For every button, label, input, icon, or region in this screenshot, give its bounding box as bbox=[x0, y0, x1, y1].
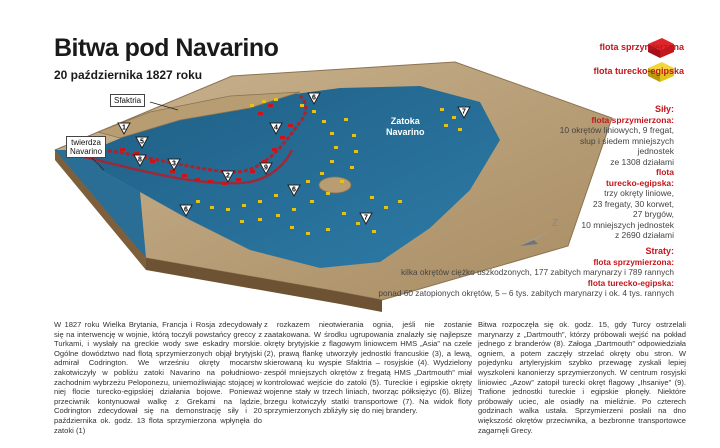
losses-turkish-text: ponad 60 zatopionych okrętów, 5 – 6 tys. zabitych marynarzy i ok. 4 tys. rannych bbox=[378, 288, 674, 298]
forces-panel bbox=[524, 104, 674, 241]
forces-turkish-line-3: 27 brygów, bbox=[632, 209, 674, 219]
text-column-2: z rozkazem nieotwierania ognia, jeśli nie zostanie zaatakowana. W środku ugrupowania znalazły się najlepsze okręty brytyjskie z flagowym liniowcem HMS „Asia” na czele (2), prawą flankę utworzyły jednostki francuskie (3), a lewą, skierowaną ku wyspie Sfaktria – rosyjskie (4). Wydzielony zespół mniejszych okrętów z fregatą HMS „Dartmouth” miał kontrolować wejście do zatoki (5). Tureckie i egipskie okręty wojenne stały w trzech liniach, tworząc półksiężyc (6). Bliżej brzegu kotwiczyły statki transportowe (7). Na widok floty sprzymierzonych zbliżyły się do niej brandery. bbox=[264, 320, 472, 416]
page-subtitle: 20 października 1827 roku bbox=[54, 68, 203, 82]
forces-heading: Siły: bbox=[654, 104, 674, 114]
twierdza-line1: twierdza bbox=[71, 138, 101, 147]
forces-turkish-line-1: trzy okręty liniowe, bbox=[604, 188, 674, 198]
twierdza-label bbox=[66, 136, 106, 158]
losses-turkish-label: flota turecko-egipska: bbox=[587, 277, 674, 288]
forces-turkish-line-2: 23 fregaty, 30 korwet, bbox=[592, 198, 674, 209]
legend-allied-label: flota sprzymierzona bbox=[599, 42, 684, 52]
forces-turkish-label-2: turecko-egipska: bbox=[605, 177, 674, 188]
svg-text:5: 5 bbox=[140, 138, 144, 146]
forces-allied-line-2: slup i siedem mniejszych bbox=[579, 135, 674, 146]
bay-line2: Navarino bbox=[386, 127, 425, 137]
losses-heading: Straty: bbox=[645, 246, 674, 256]
twierdza-line2: Navarino bbox=[70, 147, 103, 156]
forces-turkish-line-5: z 2690 działami bbox=[614, 230, 674, 240]
text-column-1: W 1827 roku Wielka Brytania, Francja i Rosja zdecydowały się na interwencję w wojnie, którą toczyli powstańcy greccy z Turkami, i wysłały na greckie wody swe eskadry morskie. Ogólne dowództwo nad flotą sprzymierzonych objął brytyjski admirał Codrington. We wrześniu okręty mocarstw zakotwiczyły w pobliżu zatoki Navarino na południowo-zachodnim wybrzeżu Peloponezu, uniemożliwiając stojącej w niej flocie turecko-egipskiej działania bojowe. Ponieważ przeciwnik kontynuował walkę z Grekami na lądzie, Codrington zdecydował się na demonstrację siły i 20 października ok. godz. 13 flota sprzymierzona wpłynęła do zatoki (1) bbox=[54, 320, 262, 435]
bay-label bbox=[386, 116, 425, 138]
forces-turkish-line-4: 10 mniejszych jednostek bbox=[581, 219, 674, 230]
forces-allied-line-3: jednostek bbox=[637, 146, 674, 156]
forces-allied-line-4: ze 1308 działami bbox=[610, 156, 674, 167]
svg-text:6: 6 bbox=[292, 186, 296, 194]
forces-turkish-label-1: flota bbox=[656, 167, 674, 177]
legend-turkish-label: flota turecko-egipska bbox=[593, 66, 684, 76]
sfaktiria-label: Sfaktria bbox=[110, 94, 145, 107]
svg-text:3: 3 bbox=[172, 160, 176, 168]
svg-text:6: 6 bbox=[184, 206, 188, 214]
losses-panel bbox=[344, 246, 674, 299]
forces-allied-label: flota sprzymierzona: bbox=[591, 114, 674, 125]
svg-text:2: 2 bbox=[226, 172, 230, 180]
svg-text:6: 6 bbox=[312, 94, 316, 102]
svg-text:8: 8 bbox=[138, 156, 142, 164]
svg-text:Z: Z bbox=[552, 218, 559, 229]
bay-line1: Zatoka bbox=[390, 116, 420, 126]
forces-allied-line-1: 10 okrętów liniowych, 9 fregat, bbox=[559, 125, 674, 135]
page-title: Bitwa pod Navarino bbox=[54, 34, 279, 62]
svg-text:4: 4 bbox=[274, 124, 278, 132]
text-column-3: Bitwa rozpoczęła się ok. godz. 15, gdy Turcy ostrzelali marynarzy z „Dartmouth”, którzy próbowali wejść na pokład jednego z branderów (8). Załoga „Dartmouth” odpowiedziała ogniem, a potem zaczęły strzelać okręty obu stron. W pojedynku artyleryjskim szybko przewagę zyskali lepiej wyszkoleni kanonierzy sprzymierzonych. W centrum rosyjski liniowiec „Azow” zatopił turecki okręt flagowy „Ihsaniye” (9). Trafione jednostki tureckie i egipskie płonęły. Niektóre próbowały uciec, ale osiadły na mieliźnie. Po czterech godzinach walka ustała. Sprzymierzeni posłali na dno większość okrętów przeciwnika, a bezbronne transportowce zagarnęli Grecy. bbox=[478, 320, 686, 435]
losses-allied-text: kilka okrętów ciężko uszkodzonych, 177 zabitych marynarzy i 789 rannych bbox=[400, 267, 674, 277]
losses-allied-label: flota sprzymierzona: bbox=[593, 256, 674, 267]
svg-text:7: 7 bbox=[364, 214, 368, 222]
svg-text:7: 7 bbox=[462, 108, 466, 116]
svg-text:9: 9 bbox=[264, 164, 268, 172]
svg-text:1: 1 bbox=[122, 124, 126, 132]
islet bbox=[319, 177, 351, 193]
